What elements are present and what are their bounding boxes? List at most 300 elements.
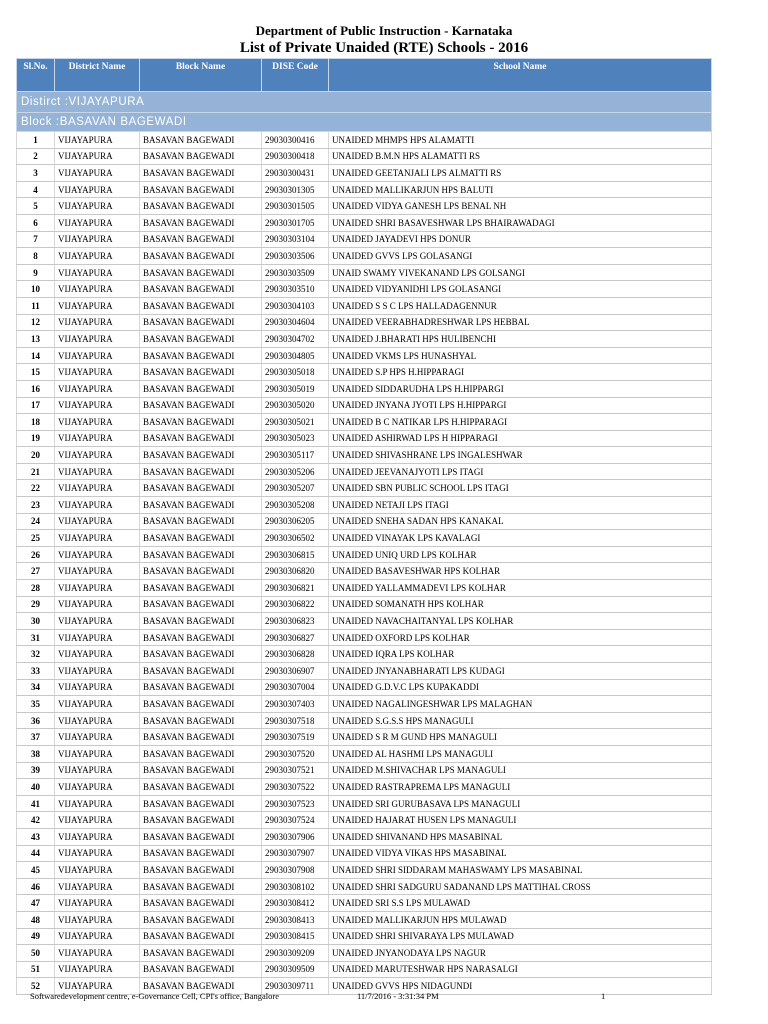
cell-dise-code: 29030307518 bbox=[262, 712, 329, 729]
table-row bbox=[17, 878, 712, 895]
cell-slno: 3 bbox=[17, 165, 55, 182]
cell-school-name: UNAIDED RASTRAPREMA LPS MANAGULI bbox=[329, 779, 712, 796]
cell-school-name: UNAIDED G.D.V.C LPS KUPAKADDI bbox=[329, 679, 712, 696]
cell-dise-code: 29030304103 bbox=[262, 297, 329, 314]
cell-school-name: UNAID SWAMY VIVEKANAND LPS GOLSANGI bbox=[329, 264, 712, 281]
cell-slno: 16 bbox=[17, 380, 55, 397]
cell-block: BASAVAN BAGEWADI bbox=[140, 214, 262, 231]
cell-slno: 14 bbox=[17, 347, 55, 364]
cell-dise-code: 29030305019 bbox=[262, 380, 329, 397]
cell-dise-code: 29030305207 bbox=[262, 480, 329, 497]
cell-slno: 2 bbox=[17, 148, 55, 165]
table-row bbox=[17, 447, 712, 464]
table-body bbox=[17, 92, 712, 995]
cell-district: VIJAYAPURA bbox=[55, 696, 140, 713]
cell-district: VIJAYAPURA bbox=[55, 331, 140, 348]
cell-dise-code: 29030307521 bbox=[262, 762, 329, 779]
cell-district: VIJAYAPURA bbox=[55, 911, 140, 928]
cell-district: VIJAYAPURA bbox=[55, 264, 140, 281]
table-row bbox=[17, 596, 712, 613]
cell-slno: 51 bbox=[17, 961, 55, 978]
cell-block: BASAVAN BAGEWADI bbox=[140, 165, 262, 182]
cell-slno: 49 bbox=[17, 928, 55, 945]
cell-school-name: UNAIDED AL HASHMI LPS MANAGULI bbox=[329, 745, 712, 762]
cell-district: VIJAYAPURA bbox=[55, 629, 140, 646]
cell-school-name: UNAIDED JEEVANAJYOTI LPS ITAGI bbox=[329, 463, 712, 480]
cell-block: BASAVAN BAGEWADI bbox=[140, 546, 262, 563]
cell-district: VIJAYAPURA bbox=[55, 447, 140, 464]
cell-block: BASAVAN BAGEWADI bbox=[140, 380, 262, 397]
cell-school-name: UNAIDED GVVS LPS GOLASANGI bbox=[329, 248, 712, 265]
cell-block: BASAVAN BAGEWADI bbox=[140, 812, 262, 829]
cell-slno: 48 bbox=[17, 911, 55, 928]
cell-dise-code: 29030304702 bbox=[262, 331, 329, 348]
cell-slno: 22 bbox=[17, 480, 55, 497]
cell-dise-code: 29030306828 bbox=[262, 646, 329, 663]
cell-slno: 32 bbox=[17, 646, 55, 663]
cell-dise-code: 29030306907 bbox=[262, 663, 329, 680]
cell-block: BASAVAN BAGEWADI bbox=[140, 745, 262, 762]
col-header-school: School Name bbox=[329, 59, 712, 92]
cell-slno: 26 bbox=[17, 546, 55, 563]
cell-block: BASAVAN BAGEWADI bbox=[140, 911, 262, 928]
cell-dise-code: 29030301305 bbox=[262, 181, 329, 198]
cell-block: BASAVAN BAGEWADI bbox=[140, 928, 262, 945]
cell-slno: 47 bbox=[17, 895, 55, 912]
cell-block: BASAVAN BAGEWADI bbox=[140, 480, 262, 497]
cell-school-name: UNAIDED SHIVASHRANE LPS INGALESHWAR bbox=[329, 447, 712, 464]
table-row bbox=[17, 397, 712, 414]
table-row bbox=[17, 779, 712, 796]
cell-block: BASAVAN BAGEWADI bbox=[140, 646, 262, 663]
cell-slno: 30 bbox=[17, 613, 55, 630]
cell-district: VIJAYAPURA bbox=[55, 297, 140, 314]
cell-dise-code: 29030307403 bbox=[262, 696, 329, 713]
cell-slno: 10 bbox=[17, 281, 55, 298]
cell-block: BASAVAN BAGEWADI bbox=[140, 563, 262, 580]
cell-district: VIJAYAPURA bbox=[55, 779, 140, 796]
table-row bbox=[17, 132, 712, 149]
cell-district: VIJAYAPURA bbox=[55, 563, 140, 580]
cell-district: VIJAYAPURA bbox=[55, 845, 140, 862]
cell-slno: 29 bbox=[17, 596, 55, 613]
col-header-dise: DISE Code bbox=[262, 59, 329, 92]
cell-block: BASAVAN BAGEWADI bbox=[140, 297, 262, 314]
cell-slno: 27 bbox=[17, 563, 55, 580]
cell-school-name: UNAIDED GVVS HPS NIDAGUNDI bbox=[329, 978, 712, 995]
cell-school-name: UNAIDED SIDDARUDHA LPS H.HIPPARGI bbox=[329, 380, 712, 397]
cell-district: VIJAYAPURA bbox=[55, 663, 140, 680]
cell-district: VIJAYAPURA bbox=[55, 878, 140, 895]
cell-block: BASAVAN BAGEWADI bbox=[140, 679, 262, 696]
cell-district: VIJAYAPURA bbox=[55, 397, 140, 414]
cell-slno: 13 bbox=[17, 331, 55, 348]
table-row bbox=[17, 380, 712, 397]
table-row bbox=[17, 629, 712, 646]
cell-slno: 21 bbox=[17, 463, 55, 480]
cell-school-name: UNAIDED MHMPS HPS ALAMATTI bbox=[329, 132, 712, 149]
cell-district: VIJAYAPURA bbox=[55, 214, 140, 231]
table-row bbox=[17, 795, 712, 812]
cell-block: BASAVAN BAGEWADI bbox=[140, 613, 262, 630]
cell-slno: 33 bbox=[17, 663, 55, 680]
cell-school-name: UNAIDED SHRI BASAVESHWAR LPS BHAIRAWADAGI bbox=[329, 214, 712, 231]
cell-dise-code: 29030308102 bbox=[262, 878, 329, 895]
cell-dise-code: 29030306820 bbox=[262, 563, 329, 580]
cell-slno: 17 bbox=[17, 397, 55, 414]
cell-slno: 36 bbox=[17, 712, 55, 729]
cell-slno: 5 bbox=[17, 198, 55, 215]
cell-district: VIJAYAPURA bbox=[55, 613, 140, 630]
cell-dise-code: 29030307523 bbox=[262, 795, 329, 812]
cell-district: VIJAYAPURA bbox=[55, 364, 140, 381]
cell-dise-code: 29030308413 bbox=[262, 911, 329, 928]
cell-dise-code: 29030305020 bbox=[262, 397, 329, 414]
cell-block: BASAVAN BAGEWADI bbox=[140, 779, 262, 796]
cell-slno: 23 bbox=[17, 497, 55, 514]
table-row bbox=[17, 580, 712, 597]
cell-district: VIJAYAPURA bbox=[55, 895, 140, 912]
table-row bbox=[17, 563, 712, 580]
cell-dise-code: 29030300431 bbox=[262, 165, 329, 182]
cell-school-name: UNAIDED S.P HPS H.HIPPARAGI bbox=[329, 364, 712, 381]
cell-district: VIJAYAPURA bbox=[55, 132, 140, 149]
cell-school-name: UNAIDED MALLIKARJUN HPS BALUTI bbox=[329, 181, 712, 198]
cell-school-name: UNAIDED BASAVESHWAR HPS KOLHAR bbox=[329, 563, 712, 580]
cell-dise-code: 29030303510 bbox=[262, 281, 329, 298]
cell-slno: 6 bbox=[17, 214, 55, 231]
cell-district: VIJAYAPURA bbox=[55, 729, 140, 746]
cell-school-name: UNAIDED SHRI SADGURU SADANAND LPS MATTIHAL CROSS bbox=[329, 878, 712, 895]
table-row bbox=[17, 729, 712, 746]
cell-district: VIJAYAPURA bbox=[55, 181, 140, 198]
cell-school-name: UNAIDED B.M.N HPS ALAMATTI RS bbox=[329, 148, 712, 165]
cell-district: VIJAYAPURA bbox=[55, 928, 140, 945]
cell-slno: 28 bbox=[17, 580, 55, 597]
table-row bbox=[17, 646, 712, 663]
cell-slno: 41 bbox=[17, 795, 55, 812]
cell-slno: 9 bbox=[17, 264, 55, 281]
table-row bbox=[17, 198, 712, 215]
cell-block: BASAVAN BAGEWADI bbox=[140, 497, 262, 514]
cell-block: BASAVAN BAGEWADI bbox=[140, 364, 262, 381]
cell-district: VIJAYAPURA bbox=[55, 248, 140, 265]
cell-dise-code: 29030300416 bbox=[262, 132, 329, 149]
table-row bbox=[17, 497, 712, 514]
table-row bbox=[17, 845, 712, 862]
cell-dise-code: 29030305018 bbox=[262, 364, 329, 381]
cell-district: VIJAYAPURA bbox=[55, 231, 140, 248]
district-label: Distirct :VIJAYAPURA bbox=[17, 92, 712, 113]
cell-school-name: UNAIDED S S C LPS HALLADAGENNUR bbox=[329, 297, 712, 314]
cell-school-name: UNAIDED SHIVANAND HPS MASABINAL bbox=[329, 828, 712, 845]
table-row bbox=[17, 530, 712, 547]
cell-school-name: UNAIDED MARUTESHWAR HPS NARASALGI bbox=[329, 961, 712, 978]
cell-block: BASAVAN BAGEWADI bbox=[140, 347, 262, 364]
cell-district: VIJAYAPURA bbox=[55, 580, 140, 597]
table-row bbox=[17, 331, 712, 348]
table-row bbox=[17, 745, 712, 762]
cell-block: BASAVAN BAGEWADI bbox=[140, 314, 262, 331]
table-row bbox=[17, 613, 712, 630]
cell-dise-code: 29030307908 bbox=[262, 862, 329, 879]
table-row bbox=[17, 231, 712, 248]
cell-slno: 35 bbox=[17, 696, 55, 713]
cell-slno: 25 bbox=[17, 530, 55, 547]
department-title: Department of Public Instruction - Karnataka bbox=[255, 23, 513, 38]
cell-school-name: UNAIDED YALLAMMADEVI LPS KOLHAR bbox=[329, 580, 712, 597]
cell-dise-code: 29030303104 bbox=[262, 231, 329, 248]
cell-dise-code: 29030309509 bbox=[262, 961, 329, 978]
cell-slno: 31 bbox=[17, 629, 55, 646]
cell-slno: 15 bbox=[17, 364, 55, 381]
cell-district: VIJAYAPURA bbox=[55, 463, 140, 480]
cell-school-name: UNAIDED SRI S.S LPS MULAWAD bbox=[329, 895, 712, 912]
table-row bbox=[17, 696, 712, 713]
cell-district: VIJAYAPURA bbox=[55, 745, 140, 762]
cell-block: BASAVAN BAGEWADI bbox=[140, 961, 262, 978]
table-row bbox=[17, 264, 712, 281]
table-row bbox=[17, 712, 712, 729]
cell-district: VIJAYAPURA bbox=[55, 828, 140, 845]
cell-district: VIJAYAPURA bbox=[55, 480, 140, 497]
cell-school-name: UNAIDED B C NATIKAR LPS H.HIPPARAGI bbox=[329, 414, 712, 431]
cell-school-name: UNAIDED NAVACHAITANYAL LPS KOLHAR bbox=[329, 613, 712, 630]
table-row bbox=[17, 297, 712, 314]
cell-dise-code: 29030309711 bbox=[262, 978, 329, 995]
cell-slno: 12 bbox=[17, 314, 55, 331]
cell-block: BASAVAN BAGEWADI bbox=[140, 629, 262, 646]
cell-slno: 43 bbox=[17, 828, 55, 845]
cell-slno: 45 bbox=[17, 862, 55, 879]
cell-dise-code: 29030306823 bbox=[262, 613, 329, 630]
table-row bbox=[17, 895, 712, 912]
cell-block: BASAVAN BAGEWADI bbox=[140, 447, 262, 464]
cell-dise-code: 29030306822 bbox=[262, 596, 329, 613]
cell-dise-code: 29030306815 bbox=[262, 546, 329, 563]
cell-block: BASAVAN BAGEWADI bbox=[140, 696, 262, 713]
table-row bbox=[17, 248, 712, 265]
cell-block: BASAVAN BAGEWADI bbox=[140, 331, 262, 348]
cell-school-name: UNAIDED VINAYAK LPS KAVALAGI bbox=[329, 530, 712, 547]
cell-district: VIJAYAPURA bbox=[55, 497, 140, 514]
block-label: Block :BASAVAN BAGEWADI bbox=[17, 113, 712, 132]
cell-school-name: UNAIDED SHRI SHIVARAYA LPS MULAWAD bbox=[329, 928, 712, 945]
cell-block: BASAVAN BAGEWADI bbox=[140, 878, 262, 895]
cell-slno: 37 bbox=[17, 729, 55, 746]
cell-block: BASAVAN BAGEWADI bbox=[140, 895, 262, 912]
cell-block: BASAVAN BAGEWADI bbox=[140, 430, 262, 447]
cell-dise-code: 29030305023 bbox=[262, 430, 329, 447]
cell-school-name: UNAIDED SOMANATH HPS KOLHAR bbox=[329, 596, 712, 613]
cell-district: VIJAYAPURA bbox=[55, 978, 140, 995]
cell-slno: 24 bbox=[17, 513, 55, 530]
cell-slno: 7 bbox=[17, 231, 55, 248]
table-row bbox=[17, 945, 712, 962]
table-row bbox=[17, 762, 712, 779]
cell-dise-code: 29030307522 bbox=[262, 779, 329, 796]
cell-block: BASAVAN BAGEWADI bbox=[140, 132, 262, 149]
cell-district: VIJAYAPURA bbox=[55, 945, 140, 962]
schools-table bbox=[16, 58, 712, 995]
cell-school-name: UNAIDED VEERABHADRESHWAR LPS HEBBAL bbox=[329, 314, 712, 331]
cell-district: VIJAYAPURA bbox=[55, 430, 140, 447]
cell-block: BASAVAN BAGEWADI bbox=[140, 181, 262, 198]
cell-dise-code: 29030306821 bbox=[262, 580, 329, 597]
cell-dise-code: 29030301505 bbox=[262, 198, 329, 215]
cell-school-name: UNAIDED VIDYANIDHI LPS GOLASANGI bbox=[329, 281, 712, 298]
table-row bbox=[17, 148, 712, 165]
cell-dise-code: 29030309209 bbox=[262, 945, 329, 962]
cell-dise-code: 29030307004 bbox=[262, 679, 329, 696]
table-row bbox=[17, 862, 712, 879]
cell-school-name: UNAIDED VKMS LPS HUNASHYAL bbox=[329, 347, 712, 364]
cell-school-name: UNAIDED SNEHA SADAN HPS KANAKAL bbox=[329, 513, 712, 530]
cell-dise-code: 29030306502 bbox=[262, 530, 329, 547]
cell-school-name: UNAIDED UNIQ URD LPS KOLHAR bbox=[329, 546, 712, 563]
cell-block: BASAVAN BAGEWADI bbox=[140, 513, 262, 530]
footer-credit: Softwaredevelopment centre, e-Governance Cell, CPI's office, Bangalore bbox=[30, 991, 279, 1001]
cell-block: BASAVAN BAGEWADI bbox=[140, 397, 262, 414]
cell-block: BASAVAN BAGEWADI bbox=[140, 945, 262, 962]
table-row bbox=[17, 430, 712, 447]
cell-district: VIJAYAPURA bbox=[55, 347, 140, 364]
cell-district: VIJAYAPURA bbox=[55, 530, 140, 547]
table-row bbox=[17, 364, 712, 381]
cell-school-name: UNAIDED IQRA LPS KOLHAR bbox=[329, 646, 712, 663]
cell-block: BASAVAN BAGEWADI bbox=[140, 264, 262, 281]
cell-district: VIJAYAPURA bbox=[55, 380, 140, 397]
cell-block: BASAVAN BAGEWADI bbox=[140, 663, 262, 680]
cell-school-name: UNAIDED MALLIKARJUN HPS MULAWAD bbox=[329, 911, 712, 928]
table-row bbox=[17, 463, 712, 480]
cell-slno: 8 bbox=[17, 248, 55, 265]
table-row bbox=[17, 679, 712, 696]
cell-slno: 42 bbox=[17, 812, 55, 829]
cell-dise-code: 29030308412 bbox=[262, 895, 329, 912]
cell-slno: 38 bbox=[17, 745, 55, 762]
cell-school-name: UNAIDED SHRI SIDDARAM MAHASWAMY LPS MASABINAL bbox=[329, 862, 712, 879]
cell-dise-code: 29030304604 bbox=[262, 314, 329, 331]
cell-slno: 46 bbox=[17, 878, 55, 895]
table-row bbox=[17, 828, 712, 845]
cell-school-name: UNAIDED SRI GURUBASAVA LPS MANAGULI bbox=[329, 795, 712, 812]
cell-slno: 18 bbox=[17, 414, 55, 431]
cell-dise-code: 29030304805 bbox=[262, 347, 329, 364]
cell-dise-code: 29030300418 bbox=[262, 148, 329, 165]
cell-school-name: UNAIDED GEETANJALI LPS ALMATTI RS bbox=[329, 165, 712, 182]
cell-block: BASAVAN BAGEWADI bbox=[140, 795, 262, 812]
page-title: List of Private Unaided (RTE) Schools - 2016 bbox=[239, 40, 529, 56]
footer-timestamp: 11/7/2016 - 3:31:34 PM bbox=[357, 991, 439, 1001]
table-row bbox=[17, 663, 712, 680]
cell-district: VIJAYAPURA bbox=[55, 281, 140, 298]
table-row bbox=[17, 911, 712, 928]
cell-school-name: UNAIDED NETAJI LPS ITAGI bbox=[329, 497, 712, 514]
table-header-row bbox=[17, 59, 712, 92]
cell-block: BASAVAN BAGEWADI bbox=[140, 414, 262, 431]
cell-dise-code: 29030305117 bbox=[262, 447, 329, 464]
table-row bbox=[17, 414, 712, 431]
table-row bbox=[17, 928, 712, 945]
cell-dise-code: 29030303506 bbox=[262, 248, 329, 265]
cell-school-name: UNAIDED S R M GUND HPS MANAGULI bbox=[329, 729, 712, 746]
cell-school-name: UNAIDED OXFORD LPS KOLHAR bbox=[329, 629, 712, 646]
cell-slno: 50 bbox=[17, 945, 55, 962]
table-row bbox=[17, 961, 712, 978]
cell-block: BASAVAN BAGEWADI bbox=[140, 198, 262, 215]
table-row bbox=[17, 480, 712, 497]
table-row bbox=[17, 165, 712, 182]
table-row bbox=[17, 546, 712, 563]
cell-school-name: UNAIDED JAYADEVI HPS DONUR bbox=[329, 231, 712, 248]
cell-dise-code: 29030305206 bbox=[262, 463, 329, 480]
cell-district: VIJAYAPURA bbox=[55, 546, 140, 563]
cell-school-name: UNAIDED NAGALINGESHWAR LPS MALAGHAN bbox=[329, 696, 712, 713]
cell-slno: 44 bbox=[17, 845, 55, 862]
cell-slno: 20 bbox=[17, 447, 55, 464]
footer-page-number: 1 bbox=[601, 991, 606, 1001]
cell-dise-code: 29030308415 bbox=[262, 928, 329, 945]
cell-dise-code: 29030305021 bbox=[262, 414, 329, 431]
cell-slno: 19 bbox=[17, 430, 55, 447]
cell-dise-code: 29030301705 bbox=[262, 214, 329, 231]
cell-district: VIJAYAPURA bbox=[55, 762, 140, 779]
cell-district: VIJAYAPURA bbox=[55, 712, 140, 729]
cell-block: BASAVAN BAGEWADI bbox=[140, 596, 262, 613]
block-group-row bbox=[17, 113, 712, 132]
cell-slno: 52 bbox=[17, 978, 55, 995]
col-header-slno: Sl.No. bbox=[17, 59, 55, 92]
cell-school-name: UNAIDED VIDYA VIKAS HPS MASABINAL bbox=[329, 845, 712, 862]
cell-block: BASAVAN BAGEWADI bbox=[140, 248, 262, 265]
cell-district: VIJAYAPURA bbox=[55, 679, 140, 696]
cell-school-name: UNAIDED M.SHIVACHAR LPS MANAGULI bbox=[329, 762, 712, 779]
cell-slno: 4 bbox=[17, 181, 55, 198]
cell-slno: 34 bbox=[17, 679, 55, 696]
cell-district: VIJAYAPURA bbox=[55, 198, 140, 215]
cell-district: VIJAYAPURA bbox=[55, 314, 140, 331]
cell-block: BASAVAN BAGEWADI bbox=[140, 281, 262, 298]
col-header-district: District Name bbox=[55, 59, 140, 92]
cell-district: VIJAYAPURA bbox=[55, 596, 140, 613]
cell-district: VIJAYAPURA bbox=[55, 812, 140, 829]
cell-school-name: UNAIDED JNYANA JYOTI LPS H.HIPPARGI bbox=[329, 397, 712, 414]
cell-slno: 40 bbox=[17, 779, 55, 796]
cell-school-name: UNAIDED ASHIRWAD LPS H HIPPARAGI bbox=[329, 430, 712, 447]
cell-dise-code: 29030307520 bbox=[262, 745, 329, 762]
cell-block: BASAVAN BAGEWADI bbox=[140, 231, 262, 248]
cell-slno: 1 bbox=[17, 132, 55, 149]
page-footer bbox=[0, 991, 768, 1005]
cell-district: VIJAYAPURA bbox=[55, 513, 140, 530]
cell-dise-code: 29030306205 bbox=[262, 513, 329, 530]
table-row bbox=[17, 281, 712, 298]
table-row bbox=[17, 513, 712, 530]
cell-block: BASAVAN BAGEWADI bbox=[140, 729, 262, 746]
cell-school-name: UNAIDED HAJARAT HUSEN LPS MANAGULI bbox=[329, 812, 712, 829]
cell-dise-code: 29030307907 bbox=[262, 845, 329, 862]
cell-block: BASAVAN BAGEWADI bbox=[140, 862, 262, 879]
cell-district: VIJAYAPURA bbox=[55, 165, 140, 182]
table-row bbox=[17, 314, 712, 331]
cell-school-name: UNAIDED VIDYA GANESH LPS BENAL NH bbox=[329, 198, 712, 215]
cell-slno: 11 bbox=[17, 297, 55, 314]
cell-school-name: UNAIDED SBN PUBLIC SCHOOL LPS ITAGI bbox=[329, 480, 712, 497]
table-row bbox=[17, 181, 712, 198]
col-header-block: Block Name bbox=[140, 59, 262, 92]
cell-district: VIJAYAPURA bbox=[55, 795, 140, 812]
